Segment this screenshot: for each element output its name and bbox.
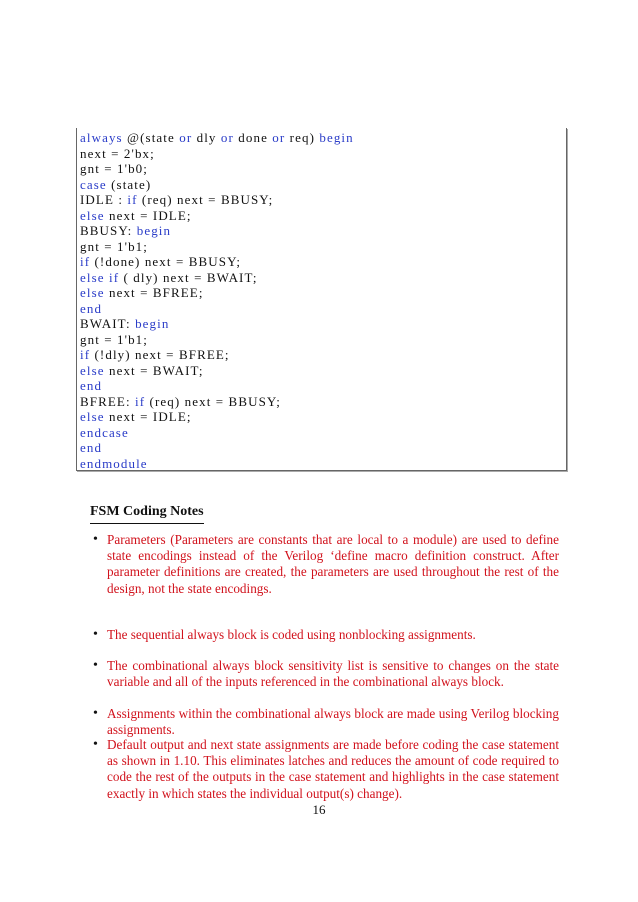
code-text: @(state xyxy=(122,130,180,145)
code-keyword: else xyxy=(80,362,105,378)
code-text: gnt = 1'b1; xyxy=(80,238,148,254)
bullet-item: The combinational always block sensitivity list is sensitive to changes on the state variable and all of the inputs referenced in the combinational always block. xyxy=(107,658,559,690)
code-line xyxy=(80,332,148,348)
code-text: BWAIT: xyxy=(80,316,136,331)
bullet-icon: • xyxy=(93,737,98,752)
code-line xyxy=(80,254,241,270)
code-text: (!dly) next = BFREE; xyxy=(90,347,230,362)
code-keyword: end xyxy=(80,300,103,316)
code-text: next = BWAIT; xyxy=(104,362,204,378)
code-listing xyxy=(76,128,567,471)
code-keyword: or xyxy=(220,130,234,145)
code-keyword: begin xyxy=(319,130,354,145)
page-number: 16 xyxy=(312,802,326,817)
code-keyword: case xyxy=(80,176,107,192)
code-text: (!done) next = BBUSY; xyxy=(90,254,242,269)
code-keyword: end xyxy=(80,378,103,393)
code-line xyxy=(80,146,155,162)
code-text: IDLE : xyxy=(80,192,128,207)
bullet-item: Default output and next state assignments are made before coding the case statement as shown in 1.10. This eliminates latches and reduces the amount of code required to code the rest of the outputs in the case statement and highlights in the case statement exactly in which states the individual output(s) change). xyxy=(107,737,559,801)
code-line xyxy=(80,270,258,286)
code-keyword: or xyxy=(272,130,286,145)
code-text: next = IDLE; xyxy=(104,409,192,424)
code-line xyxy=(80,347,230,363)
code-text: (state) xyxy=(106,176,152,192)
code-keyword: if xyxy=(127,192,138,207)
code-line xyxy=(80,301,102,317)
code-keyword: endmodule xyxy=(80,455,148,471)
code-text: next = BFREE; xyxy=(104,285,204,300)
code-text: ( dly) next = BWAIT; xyxy=(119,269,258,285)
code-text: (req) next = BBUSY; xyxy=(145,393,281,409)
code-line xyxy=(80,394,281,410)
code-line xyxy=(80,130,354,146)
code-keyword: endcase xyxy=(80,424,129,440)
code-keyword: or xyxy=(179,130,193,145)
bullet-item: Assignments within the combinational always block are made using Verilog blocking assignments. xyxy=(107,706,559,738)
code-line xyxy=(80,192,273,208)
bullet-icon: • xyxy=(93,627,98,642)
code-keyword: end xyxy=(80,440,103,455)
code-text: done xyxy=(233,130,273,145)
code-keyword: if xyxy=(108,269,120,285)
code-text: req) xyxy=(285,130,320,145)
code-text: BFREE: xyxy=(80,393,136,409)
bullet-icon: • xyxy=(93,706,98,721)
code-keyword: else xyxy=(80,285,105,300)
code-line xyxy=(80,239,148,255)
code-line xyxy=(80,363,204,379)
code-keyword: begin xyxy=(136,223,172,238)
code-line xyxy=(80,456,148,472)
code-line xyxy=(80,409,192,425)
code-text: dly xyxy=(192,130,221,145)
notes-title: FSM Coding Notes xyxy=(90,504,204,524)
code-line xyxy=(80,223,171,239)
code-keyword: begin xyxy=(135,316,170,331)
bullet-item: Parameters (Parameters are constants that are local to a module) are used to define state encodings instead of the Verilog ‘define macro definition construct. After parameter definitions are created, the parameters are used throughout the rest of the design, not the state encodings. xyxy=(107,532,559,596)
code-line xyxy=(80,378,102,394)
code-keyword: else xyxy=(80,269,105,285)
code-line xyxy=(80,177,151,193)
code-keyword: if xyxy=(80,254,91,269)
code-line xyxy=(80,285,204,301)
code-keyword: else xyxy=(80,409,105,424)
code-text: next = 2'bx; xyxy=(80,145,155,161)
code-keyword: always xyxy=(80,130,123,145)
bullet-icon: • xyxy=(93,658,98,673)
code-text: gnt = 1'b1; xyxy=(80,331,148,347)
bullet-icon: • xyxy=(93,532,98,547)
bullet-item: The sequential always block is coded using nonblocking assignments. xyxy=(107,627,476,642)
code-line xyxy=(80,425,129,441)
code-line xyxy=(80,316,169,332)
code-text: BBUSY: xyxy=(80,223,137,238)
code-text: gnt = 1'b0; xyxy=(80,161,148,176)
code-line xyxy=(80,161,148,177)
code-line xyxy=(80,440,102,456)
code-line xyxy=(80,208,192,224)
code-text: (req) next = BBUSY; xyxy=(137,192,274,207)
code-keyword: else xyxy=(80,207,105,223)
code-keyword: if xyxy=(135,393,146,409)
code-keyword: if xyxy=(80,347,91,362)
code-text: next = IDLE; xyxy=(104,207,192,223)
